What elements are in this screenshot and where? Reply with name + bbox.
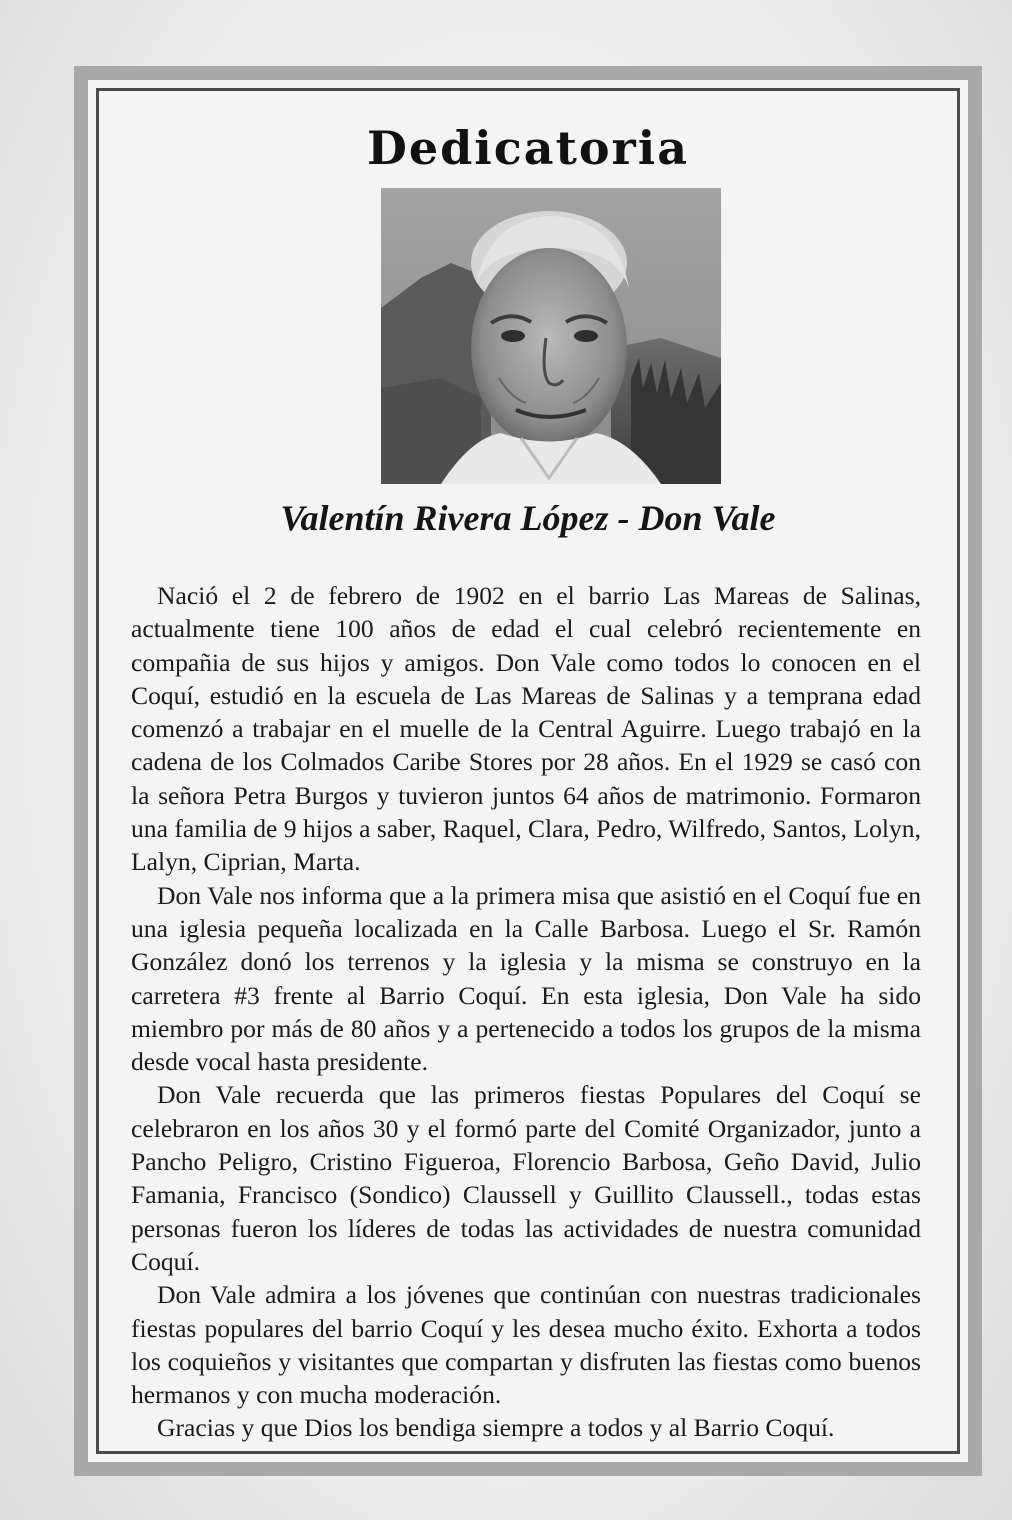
body-paragraph: Don Vale recuerda que las primeros fiestas Populares del Coquí se celebraron en los años 30 y el formó parte del Comité Organizador, junto a Pancho Peligro, Cristino Figueroa, Florencio Barbosa, Geño David, Julio Famania, Francisco (Sondico) Claussell y Guillito Claussell., todas estas personas fueron los líderes de todas las actividades de nuestra comunidad Coquí. — [131, 1080, 921, 1276]
dedication-frame — [74, 66, 982, 1476]
portrait-illustration — [381, 188, 721, 484]
frame-inner-border — [96, 88, 960, 1454]
body-paragraph: Gracias y que Dios los bendiga siempre a todos y al Barrio Coquí. — [157, 1413, 835, 1443]
body-paragraph: Don Vale admira a los jóvenes que continúan con nuestras tradicionales fiestas populares del barrio Coquí y les desea mucho éxito. Exhorta a todos los coquieños y visitantes que compartan y disfruten las fiestas como buenos hermanos y con mucha moderación. — [131, 1280, 921, 1410]
dedication-body — [131, 579, 921, 1445]
portrait-caption: Valentín Rivera López - Don Vale — [280, 498, 776, 538]
page-title: Dedicatoria — [366, 121, 690, 175]
body-paragraph: Don Vale nos informa que a la primera misa que asistió en el Coquí fue en una iglesia pequeña localizada en la Calle Barbosa. Luego el Sr. Ramón González donó los terrenos y la iglesia y la misma se construyo en la carretera #3 frente al Barrio Coquí. En esta iglesia, Don Vale ha sido miembro por más de 80 años y a pertenecido a todos los grupos de la misma desde vocal hasta presidente. — [131, 880, 921, 1077]
body-paragraph: Nació el 2 de febrero de 1902 en el barrio Las Mareas de Salinas, actualmente tiene 100 años de edad el cual celebró recientemente en compañia de sus hijos y amigos. Don Vale como todos lo conocen en el Coquí, estudió en la escuela de Las Mareas de Salinas y a temprana edad comenzó a trabajar en el muelle de la Central Aguirre. Luego trabajó en la cadena de los Colmados Caribe Stores por 28 años. En el 1929 se casó con la señora Petra Burgos y tuvieron juntos 64 años de matrimonio. Formaron una familia de 9 hijos a saber, Raquel, Clara, Pedro, Wilfredo, Santos, Lolyn, Lalyn, Ciprian, Marta. — [131, 581, 921, 877]
portrait-photo — [381, 188, 721, 484]
